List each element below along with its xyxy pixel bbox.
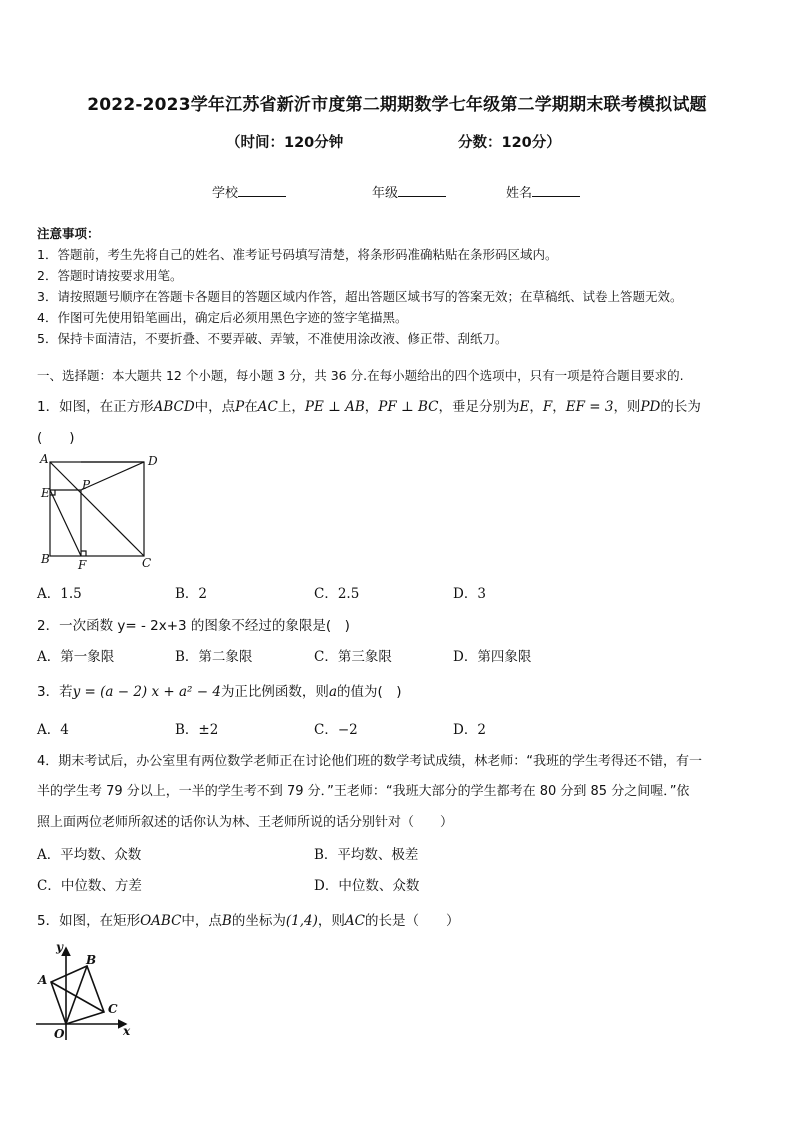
- school-label: 学校: [212, 186, 239, 201]
- q1-option-b[interactable]: B．2: [175, 586, 208, 602]
- notes-title: 注意事项：: [37, 226, 100, 241]
- diagonal-ac: [51, 982, 104, 1012]
- q2-option-a[interactable]: A．第一象限: [37, 649, 115, 665]
- note-item: 1．答题前，考生先将自己的姓名、准考证号码填写清楚，将条形码准确粘贴在条形码区域内。: [37, 247, 558, 262]
- note-item: 4．作图可先使用铅笔画出，确定后必须用黑色字迹的签字笔描黑。: [37, 310, 408, 325]
- axis-label-y: y: [56, 940, 63, 954]
- name-blank[interactable]: [532, 184, 580, 197]
- q4-option-d[interactable]: D．中位数、众数: [314, 878, 420, 894]
- q2-option-d[interactable]: D．第四象限: [453, 649, 532, 665]
- label-f: F: [78, 558, 87, 572]
- q4-option-a[interactable]: A．平均数、众数: [37, 847, 142, 863]
- label-b: B: [86, 953, 97, 967]
- q1-text: 1．如图，在正方形ABCD中，点P在AC上，PE ⊥ AB，PF ⊥ BC，垂足分别为E，F，EF = 3，则PD的长为: [37, 399, 701, 415]
- segment-pd: [81, 462, 144, 490]
- school-blank[interactable]: [238, 184, 286, 197]
- name-field: [506, 182, 580, 201]
- q1-option-d[interactable]: D．3: [453, 586, 486, 602]
- q4-option-b[interactable]: B．平均数、极差: [314, 847, 419, 863]
- exam-time: （时间：120分钟: [226, 135, 344, 151]
- label-c: C: [108, 1002, 118, 1016]
- label-d: D: [148, 454, 158, 468]
- label-p: P: [82, 478, 91, 492]
- grade-blank[interactable]: [398, 184, 446, 197]
- school-field: [212, 182, 286, 201]
- label-c: C: [142, 556, 152, 570]
- label-a: A: [38, 973, 48, 987]
- segment-ef: [50, 490, 81, 556]
- q3-formula: y = (a − 2) x + a² − 4: [72, 684, 221, 700]
- diagonal-ac: [50, 462, 144, 556]
- label-o: O: [54, 1027, 65, 1041]
- q4-line: 4．期末考试后，办公室里有两位数学老师正在讨论他们班的数学考试成绩，林老师：“我班的学生考得还不错，有一: [37, 754, 703, 769]
- q2-text: 2．一次函数 y= - 2x+3 的图象不经过的象限是( ): [37, 618, 350, 634]
- q2-option-b[interactable]: B．第二象限: [175, 649, 253, 665]
- label-b: B: [41, 552, 50, 566]
- note-item: 2．答题时请按要求用笔。: [37, 268, 183, 283]
- q3-option-b[interactable]: B．±2: [175, 722, 219, 738]
- label-e: E: [41, 486, 50, 500]
- exam-score: 分数：120分）: [458, 135, 561, 151]
- q5-figure: [34, 936, 144, 1046]
- q3-option-d[interactable]: D．2: [453, 722, 486, 738]
- axis-label-x: x: [123, 1024, 131, 1038]
- q5-text: 5．如图，在矩形OABC中，点B的坐标为(1,4)，则AC的长是（ ）: [37, 913, 460, 929]
- section-heading: 一、选择题：本大题共 12 个小题，每小题 3 分，共 36 分.在每小题给出的四个选项中，只有一项是符合题目要求的.: [37, 368, 684, 383]
- notes-block: [37, 223, 682, 349]
- note-item: 5．保持卡面清洁，不要折叠、不要弄破、弄皱，不准使用涂改液、修正带、刮纸刀。: [37, 331, 508, 346]
- q3-option-a[interactable]: A．4: [37, 722, 69, 738]
- right-angle-mark-f: [81, 551, 86, 556]
- grade-field: [372, 182, 446, 201]
- note-item: 3．请按照题号顺序在答题卡各题目的答题区域内作答，超出答题区域书写的答案无效；在草稿纸、试卷上答题无效。: [37, 289, 683, 304]
- q4-line: 半的学生考 79 分以上，一半的学生考不到 79 分．”王老师：“我班大部分的学生都考在 80 分到 85 分之间喔．”依: [37, 784, 690, 799]
- q1-figure: [36, 450, 166, 572]
- rectangle-oabc: [51, 966, 104, 1024]
- page-title: 2022-2023学年江苏省新沂市度第二期期数学七年级第二学期期末联考模拟试题: [87, 95, 707, 115]
- grade-label: 年级: [372, 186, 399, 201]
- q1-paren: ( ): [37, 430, 75, 446]
- q3-text: 3．若y = (a − 2) x + a² − 4为正比例函数，则a的值为( ): [37, 684, 402, 700]
- label-a: A: [40, 452, 49, 466]
- q1-option-a[interactable]: A．1.5: [37, 586, 82, 602]
- q2-option-c[interactable]: C．第三象限: [314, 649, 392, 665]
- q1-option-c[interactable]: C．2.5: [314, 586, 360, 602]
- name-label: 姓名: [506, 186, 533, 201]
- q4-option-c[interactable]: C．中位数、方差: [37, 878, 142, 894]
- q4-line: 照上面两位老师所叙述的话你认为林、王老师所说的话分别针对（ ）: [37, 815, 454, 830]
- q3-option-c[interactable]: C．−2: [314, 722, 358, 738]
